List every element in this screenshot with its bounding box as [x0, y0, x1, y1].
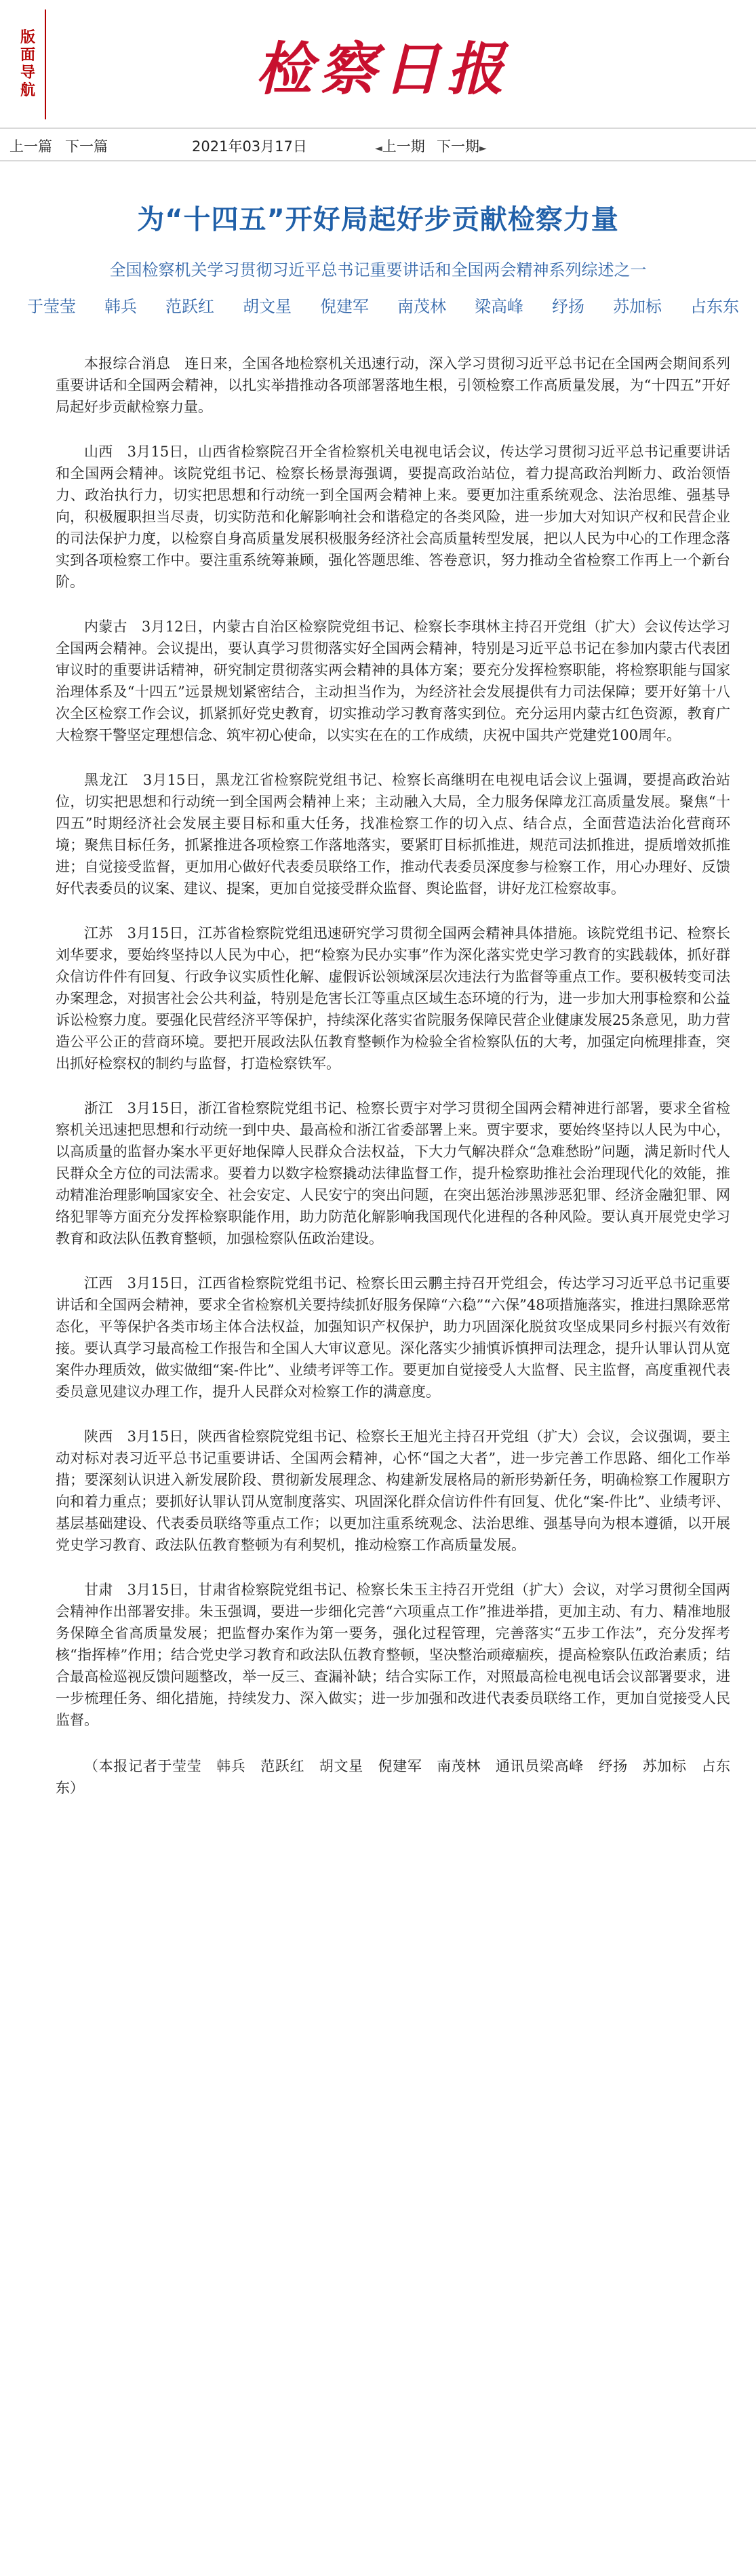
issue-date: 2021年03月17日: [192, 138, 307, 155]
author-name: 范跃红: [165, 297, 214, 316]
article-navigation: [0, 133, 756, 157]
paragraph-intro: 本报综合消息 连日来，全国各地检察机关迅速行动，深入学习贯彻习近平总书记在全国两会期间系列重要讲话和全国两会精神，以扎实举措推动各项部署落地生根，引领检察工作高质量发展，为“十四五”开好局起好步贡献检察力量。: [56, 355, 730, 415]
paragraph-jiangsu: 江苏 3月15日，江苏省检察院党组迅速研究学习贯彻全国两会精神具体措施。该院党组书记、检察长刘华要求，要始终坚持以人民为中心，把“检察为民办实事”作为深化落实党史学习教育的实践载体，抓好群众信访件件有回复、行政争议实质性化解、虚假诉讼领域深层次违法行为监督等重点工作。要积极转变司法办案理念，对损害社会公共利益，特别是危害长江等重点区域生态环境的行为，进一步加大刑事检察和公益诉讼检察力度。要强化民营经济平等保护，持续深化落实省院服务保障民营企业健康发展25条意见，助力营造公平公正的营商环境。要把开展政法队伍教育整顿作为检验全省检察队伍的大考，加强定向梳理排查，突出抓好检察权的制约与监督，打造检察铁军。: [56, 925, 730, 1072]
author-name: 胡文星: [243, 297, 292, 316]
author-name: 占东东: [690, 297, 739, 316]
arrow-right-icon: ►: [479, 143, 487, 154]
prev-article-link[interactable]: 上一篇: [9, 138, 52, 155]
arrow-left-icon: ◄: [375, 143, 382, 154]
paragraph-shaanxi: 陕西 3月15日，陕西省检察院党组书记、检察长王旭光主持召开党组（扩大）会议，会议强调，要主动对标对表习近平总书记重要讲话、全国两会精神，心怀“国之大者”，进一步完善工作思路、细化工作举措；要深刻认识进入新发展阶段、贯彻新发展理念、构建新发展格局的新形势新任务，明确检察工作履职方向和着力重点；要抓好认罪认罚从宽制度落实、巩固深化群众信访件件有回复、优化“案-件比”、业绩考评、基层基础建设、代表委员联络等重点工作；以更加注重系统观念、法治思维、强基导向为根本遵循，以开展党史学习教育、政法队伍教育整顿为有利契机，推动检察工作高质量发展。: [56, 1428, 730, 1553]
author-name: 梁高峰: [475, 297, 523, 316]
author-name: 纾扬: [552, 297, 584, 316]
side-tag-char: 面: [20, 46, 35, 64]
paragraph-zhejiang: 浙江 3月15日，浙江省检察院党组书记、检察长贾宇对学习贯彻全国两会精神进行部署，要求全省检察机关迅速把思想和行动统一到中央、最高检和浙江省委部署上来。贾宇要求，要始终坚持以人民为中心，以高质量的监督办案水平更好地保障人民群众合法权益，下大力气解决群众“急难愁盼”问题，满足新时代人民群众全方位的司法需求。要着力以数字检察撬动法律监督工作，提升检察助推社会治理现代化的效能，推动精准治理影响国家安全、社会安定、人民安宁的突出问题，在突出惩治涉黑涉恶犯罪、经济金融犯罪、网络犯罪等方面充分发挥检察职能作用，助力防范化解影响我国现代化进程的各种风险。要认真开展党史学习教育和政法队伍教育整顿，加强检察队伍政治建设。: [56, 1100, 730, 1247]
page-navigation-tag[interactable]: [11, 9, 46, 119]
side-tag-char: 导: [20, 64, 35, 81]
paragraph-neimenggu: 内蒙古 3月12日，内蒙古自治区检察院党组书记、检察长李琪林主持召开党组（扩大）会议传达学习全国两会精神。会议提出，要认真学习贯彻落实好全国两会精神，特别是习近平总书记在参加内蒙古代表团审议时的重要讲话精神，研究制定贯彻落实两会精神的具体方案；要充分发挥检察职能，将检察职能与国家治理体系及“十四五”远景规划紧密结合，主动担当作为，为经济社会发展提供有力司法保障；要开好第十八次全区检察工作会议，抓紧抓好党史教育，切实推动学习教育落实到位。充分运用内蒙古红色资源，教育广大检察干警坚定理想信念、筑牢初心使命，以实实在在的工作成绩，庆祝中国共产党建党100周年。: [56, 619, 730, 743]
author-name: 倪建军: [320, 297, 369, 316]
divider: [0, 128, 756, 129]
side-tag-char: 版: [20, 28, 35, 46]
author-name: 于莹莹: [27, 297, 76, 316]
next-article-link[interactable]: 下一篇: [65, 138, 108, 155]
next-issue-label: 下一期: [437, 138, 479, 155]
author-name: 韩兵: [104, 297, 137, 316]
divider: [0, 160, 756, 161]
article-title: 为“十四五”开好局起好步贡献检察力量: [137, 204, 619, 235]
paragraph-gansu: 甘肃 3月15日，甘肃省检察院党组书记、检察长朱玉主持召开党组（扩大）会议，对学习贯彻全国两会精神作出部署安排。朱玉强调，要进一步细化完善“六项重点工作”推进举措，更加主动、有力、精准地服务保障全省高质量发展；把监督办案作为第一要务，强化过程管理，完善落实“五步工作法”，充分发挥考核“指挥棒”作用；结合党史学习教育和政法队伍教育整顿，坚决整治顽瘴痼疾，提高检察队伍政治素质；结合最高检巡视反馈问题整改，举一反三、查漏补缺；结合实际工作，对照最高检电视电话会议部署要求，进一步梳理任务、细化措施，持续发力、深入做实；进一步加强和改进代表委员联络工作，更加自觉接受人民监督。: [56, 1582, 730, 1728]
article-body: [56, 353, 730, 1822]
logo-text: 检察日报: [255, 35, 511, 102]
prev-issue-link[interactable]: [375, 136, 425, 156]
author-name: 南茂林: [397, 297, 446, 316]
article-subtitle: 全国检察机关学习贯彻习近平总书记重要讲话和全国两会精神系列综述之一: [109, 260, 647, 279]
paragraph-heilongjiang: 黑龙江 3月15日，黑龙江省检察院党组书记、检察长高继明在电视电话会议上强调，要提高政治站位，切实把思想和行动统一到全国两会精神上来；主动融入大局，全力服务保障龙江高质量发展。聚焦“十四五”时期经济社会发展主要目标和重大任务，找准检察工作的切入点、结合点，全面营造法治化营商环境；聚焦目标任务，抓紧推进各项检察工作落地落实，要紧盯目标抓推进，规范司法抓推进，提质增效抓推进；自觉接受监督，更加用心做好代表委员联络工作，推动代表委员深度参与检察工作，用心办理好、反馈好代表委员的议案、建议、提案，更加自觉接受群众监督、舆论监督，讲好龙江检察故事。: [56, 772, 730, 897]
paragraph-shanxi: 山西 3月15日，山西省检察院召开全省检察机关电视电话会议，传达学习贯彻习近平总书记重要讲话和全国两会精神。该院党组书记、检察长杨景海强调，要提高政治站位，着力提高政治判断力、政治领悟力、政治执行力，切实把思想和行动统一到全国两会精神上来。要更加注重系统观念、法治思维、强基导向，积极履职担当尽责，切实防范和化解影响社会和谐稳定的各类风险，进一步加大对知识产权和民营企业的司法保护力度，以检察自身高质量发展积极服务经济社会高质量转型发展，把以人民为中心的工作理念落实到各项检察工作中。要注重系统筹兼顾，强化答题思维、答卷意识，努力推动全省检察工作再上一个新台阶。: [56, 444, 730, 590]
newspaper-logo: [247, 27, 519, 102]
next-issue-link[interactable]: [437, 136, 487, 156]
reporter-credit: （本报记者于莹莹 韩兵 范跃红 胡文星 倪建军 南茂林 通讯员梁高峰 纾扬 苏加标 占东东）: [56, 1758, 730, 1796]
prev-issue-label: 上一期: [382, 138, 425, 155]
masthead: [0, 0, 756, 129]
side-tag-char: 航: [20, 81, 35, 99]
author-name: 苏加标: [613, 297, 662, 316]
paragraph-jiangxi: 江西 3月15日，江西省检察院党组书记、检察长田云鹏主持召开党组会，传达学习习近平总书记重要讲话和全国两会精神，要求全省检察机关要持续抓好服务保障“六稳”“六保”48项措施落实，推进扫黑除恶常态化，平等保护各类市场主体合法权益，加强知识产权保护，助力巩固深化脱贫攻坚成果同乡村振兴有效衔接。要认真学习最高检工作报告和全国人大审议意见。深化落实少捕慎诉慎押司法理念，提升认罪认罚从宽案件办理质效，做实做细“案-件比”、业绩考评等工作。要更加自觉接受人大监督、民主监督，高度重视代表委员意见建议办理工作，提升人民群众对检察工作的满意度。: [56, 1275, 730, 1400]
author-list: [27, 293, 739, 317]
